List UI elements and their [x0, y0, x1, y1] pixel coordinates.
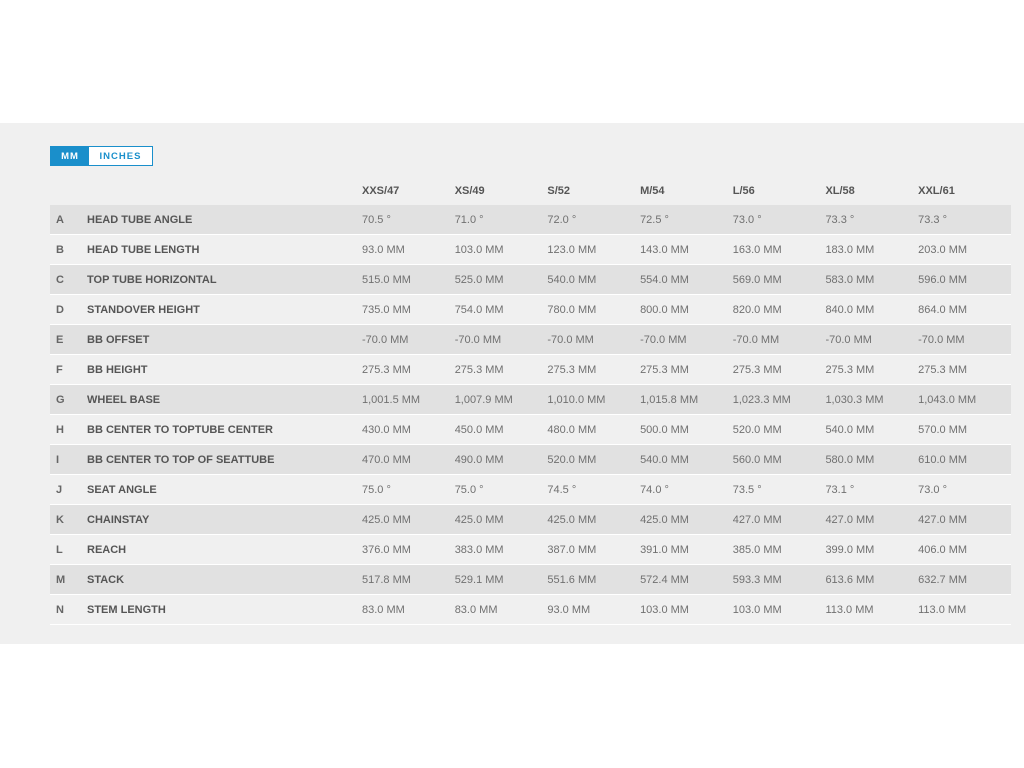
- measurement-cell: 540.0 MM: [547, 265, 640, 295]
- measurement-cell: 425.0 MM: [455, 505, 548, 535]
- geometry-panel: [0, 123, 1024, 644]
- table-row: [50, 355, 1011, 385]
- table-row: [50, 385, 1011, 415]
- measurement-cell: 1,015.8 MM: [640, 385, 733, 415]
- measurement-cell: 385.0 MM: [733, 535, 826, 565]
- measurement-cell: 387.0 MM: [547, 535, 640, 565]
- measurement-cell: 583.0 MM: [825, 265, 918, 295]
- measurement-cell: -70.0 MM: [640, 325, 733, 355]
- mm-unit-button[interactable]: MM: [51, 147, 89, 165]
- measurement-cell: 275.3 MM: [733, 355, 826, 385]
- table-row: [50, 205, 1011, 235]
- row-letter: G: [50, 385, 87, 415]
- row-label: STANDOVER HEIGHT: [87, 295, 362, 325]
- row-label: HEAD TUBE LENGTH: [87, 235, 362, 265]
- measurement-cell: 75.0 °: [362, 475, 455, 505]
- inches-unit-button[interactable]: INCHES: [89, 147, 152, 165]
- measurement-cell: 93.0 MM: [547, 595, 640, 625]
- measurement-cell: 520.0 MM: [547, 445, 640, 475]
- measurement-cell: 399.0 MM: [825, 535, 918, 565]
- measurement-cell: 275.3 MM: [918, 355, 1011, 385]
- table-row: [50, 325, 1011, 355]
- measurement-cell: 554.0 MM: [640, 265, 733, 295]
- measurement-cell: 427.0 MM: [825, 505, 918, 535]
- measurement-cell: 735.0 MM: [362, 295, 455, 325]
- measurement-cell: 500.0 MM: [640, 415, 733, 445]
- row-label: STEM LENGTH: [87, 595, 362, 625]
- measurement-cell: 613.6 MM: [825, 565, 918, 595]
- table-row: [50, 505, 1011, 535]
- row-label: REACH: [87, 535, 362, 565]
- measurement-cell: 430.0 MM: [362, 415, 455, 445]
- row-letter: J: [50, 475, 87, 505]
- measurement-cell: 73.3 °: [825, 205, 918, 235]
- measurement-cell: 1,010.0 MM: [547, 385, 640, 415]
- row-label: BB OFFSET: [87, 325, 362, 355]
- row-letter: I: [50, 445, 87, 475]
- measurement-cell: 72.5 °: [640, 205, 733, 235]
- row-letter: E: [50, 325, 87, 355]
- measurement-cell: 93.0 MM: [362, 235, 455, 265]
- row-letter: L: [50, 535, 87, 565]
- measurement-cell: -70.0 MM: [547, 325, 640, 355]
- measurement-cell: 123.0 MM: [547, 235, 640, 265]
- measurement-cell: 74.0 °: [640, 475, 733, 505]
- measurement-cell: 73.1 °: [825, 475, 918, 505]
- measurement-cell: -70.0 MM: [918, 325, 1011, 355]
- measurement-cell: 275.3 MM: [362, 355, 455, 385]
- table-row: [50, 475, 1011, 505]
- measurement-cell: 425.0 MM: [640, 505, 733, 535]
- measurement-cell: 376.0 MM: [362, 535, 455, 565]
- measurement-cell: 1,043.0 MM: [918, 385, 1011, 415]
- measurement-cell: 864.0 MM: [918, 295, 1011, 325]
- row-letter: F: [50, 355, 87, 385]
- row-label: BB HEIGHT: [87, 355, 362, 385]
- measurement-cell: 450.0 MM: [455, 415, 548, 445]
- measurement-cell: -70.0 MM: [825, 325, 918, 355]
- measurement-cell: 73.5 °: [733, 475, 826, 505]
- table-row: [50, 415, 1011, 445]
- measurement-cell: 593.3 MM: [733, 565, 826, 595]
- geometry-table-header: [50, 176, 1011, 205]
- measurement-cell: 71.0 °: [455, 205, 548, 235]
- measurement-cell: 540.0 MM: [640, 445, 733, 475]
- measurement-cell: 73.0 °: [918, 475, 1011, 505]
- row-letter: D: [50, 295, 87, 325]
- measurement-cell: 275.3 MM: [547, 355, 640, 385]
- measurement-cell: 570.0 MM: [918, 415, 1011, 445]
- measurement-cell: 103.0 MM: [640, 595, 733, 625]
- row-label: HEAD TUBE ANGLE: [87, 205, 362, 235]
- row-label: STACK: [87, 565, 362, 595]
- label-header: [87, 176, 362, 205]
- geometry-table-body: [50, 205, 1011, 625]
- size-header: XL/58: [825, 184, 855, 197]
- measurement-cell: 143.0 MM: [640, 235, 733, 265]
- measurement-cell: 480.0 MM: [547, 415, 640, 445]
- measurement-cell: 840.0 MM: [825, 295, 918, 325]
- measurement-cell: 406.0 MM: [918, 535, 1011, 565]
- measurement-cell: 560.0 MM: [733, 445, 826, 475]
- measurement-cell: 183.0 MM: [825, 235, 918, 265]
- measurement-cell: 203.0 MM: [918, 235, 1011, 265]
- measurement-cell: 1,023.3 MM: [733, 385, 826, 415]
- table-row: [50, 595, 1011, 625]
- row-label: BB CENTER TO TOP OF SEATTUBE: [87, 445, 362, 475]
- measurement-cell: 551.6 MM: [547, 565, 640, 595]
- measurement-cell: 520.0 MM: [733, 415, 826, 445]
- measurement-cell: 83.0 MM: [362, 595, 455, 625]
- measurement-cell: 275.3 MM: [640, 355, 733, 385]
- measurement-cell: 517.8 MM: [362, 565, 455, 595]
- measurement-cell: 780.0 MM: [547, 295, 640, 325]
- measurement-cell: 425.0 MM: [547, 505, 640, 535]
- row-label: BB CENTER TO TOPTUBE CENTER: [87, 415, 362, 445]
- measurement-cell: 540.0 MM: [825, 415, 918, 445]
- unit-toggle: [50, 146, 153, 166]
- measurement-cell: 73.3 °: [918, 205, 1011, 235]
- row-label: CHAINSTAY: [87, 505, 362, 535]
- measurement-cell: 569.0 MM: [733, 265, 826, 295]
- measurement-cell: 1,001.5 MM: [362, 385, 455, 415]
- measurement-cell: 73.0 °: [733, 205, 826, 235]
- row-letter: A: [50, 205, 87, 235]
- table-row: [50, 565, 1011, 595]
- measurement-cell: 1,007.9 MM: [455, 385, 548, 415]
- measurement-cell: 1,030.3 MM: [825, 385, 918, 415]
- row-label: SEAT ANGLE: [87, 475, 362, 505]
- size-header: XXL/61: [918, 184, 955, 197]
- row-label: WHEEL BASE: [87, 385, 362, 415]
- measurement-cell: 610.0 MM: [918, 445, 1011, 475]
- measurement-cell: 754.0 MM: [455, 295, 548, 325]
- measurement-cell: 113.0 MM: [825, 595, 918, 625]
- table-row: [50, 265, 1011, 295]
- measurement-cell: 515.0 MM: [362, 265, 455, 295]
- size-header: S/52: [547, 184, 571, 197]
- size-header: L/56: [732, 184, 755, 197]
- measurement-cell: 383.0 MM: [455, 535, 548, 565]
- size-header-row: [50, 176, 1011, 205]
- measurement-cell: 800.0 MM: [640, 295, 733, 325]
- measurement-cell: 427.0 MM: [918, 505, 1011, 535]
- measurement-cell: -70.0 MM: [362, 325, 455, 355]
- measurement-cell: 103.0 MM: [733, 595, 826, 625]
- row-letter: N: [50, 595, 87, 625]
- measurement-cell: 632.7 MM: [918, 565, 1011, 595]
- measurement-cell: 70.5 °: [362, 205, 455, 235]
- measurement-cell: 113.0 MM: [918, 595, 1011, 625]
- measurement-cell: 425.0 MM: [362, 505, 455, 535]
- measurement-cell: 580.0 MM: [825, 445, 918, 475]
- row-letter: K: [50, 505, 87, 535]
- row-letter: M: [50, 565, 87, 595]
- measurement-cell: 470.0 MM: [362, 445, 455, 475]
- row-letter: H: [50, 415, 87, 445]
- row-letter: B: [50, 235, 87, 265]
- size-header: XS/49: [454, 184, 485, 197]
- measurement-cell: 103.0 MM: [455, 235, 548, 265]
- row-label: TOP TUBE HORIZONTAL: [87, 265, 362, 295]
- table-row: [50, 535, 1011, 565]
- geometry-table: [50, 176, 1011, 625]
- measurement-cell: 83.0 MM: [455, 595, 548, 625]
- measurement-cell: 529.1 MM: [455, 565, 548, 595]
- measurement-cell: 820.0 MM: [733, 295, 826, 325]
- measurement-cell: 427.0 MM: [733, 505, 826, 535]
- table-row: [50, 445, 1011, 475]
- measurement-cell: 490.0 MM: [455, 445, 548, 475]
- measurement-cell: 275.3 MM: [455, 355, 548, 385]
- row-letter: C: [50, 265, 87, 295]
- measurement-cell: 75.0 °: [455, 475, 548, 505]
- letter-header: [50, 176, 87, 205]
- size-header: M/54: [640, 184, 665, 197]
- table-row: [50, 235, 1011, 265]
- measurement-cell: 572.4 MM: [640, 565, 733, 595]
- size-header: XXS/47: [362, 184, 400, 197]
- measurement-cell: 74.5 °: [547, 475, 640, 505]
- table-row: [50, 295, 1011, 325]
- measurement-cell: 275.3 MM: [825, 355, 918, 385]
- measurement-cell: -70.0 MM: [733, 325, 826, 355]
- measurement-cell: 525.0 MM: [455, 265, 548, 295]
- measurement-cell: 163.0 MM: [733, 235, 826, 265]
- measurement-cell: 596.0 MM: [918, 265, 1011, 295]
- measurement-cell: 391.0 MM: [640, 535, 733, 565]
- measurement-cell: 72.0 °: [547, 205, 640, 235]
- measurement-cell: -70.0 MM: [455, 325, 548, 355]
